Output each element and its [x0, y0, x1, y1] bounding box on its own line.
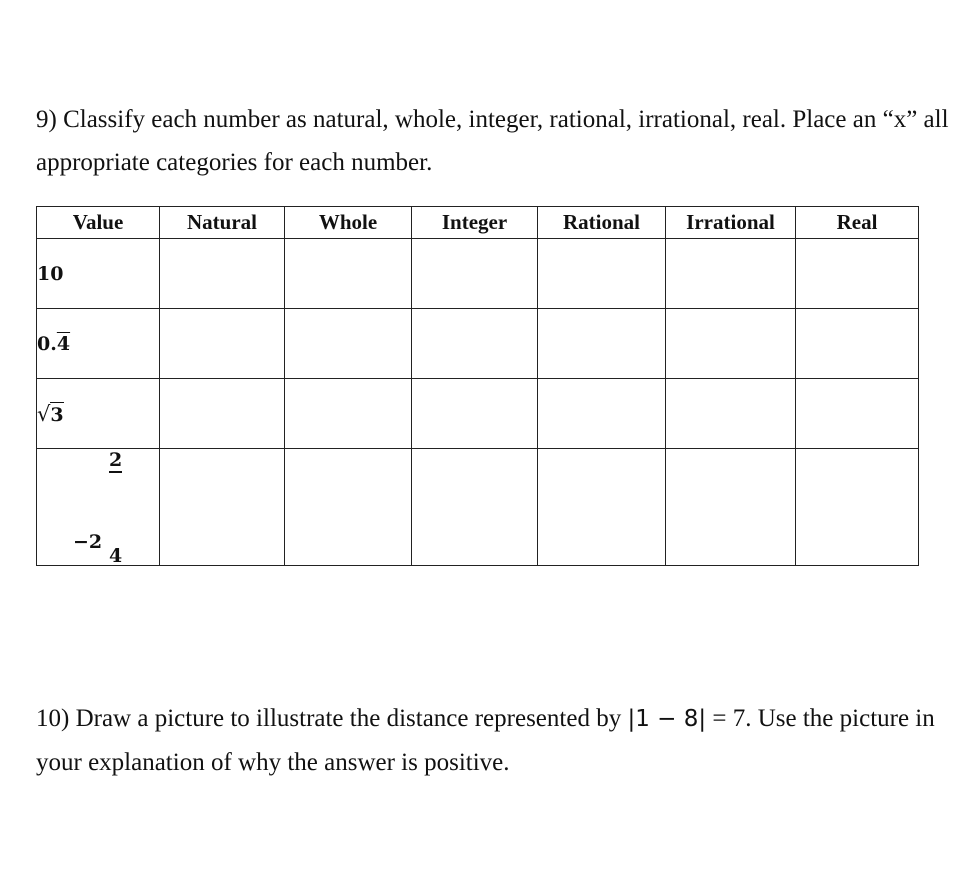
table-row [37, 309, 919, 379]
whole-cell[interactable] [285, 449, 412, 566]
value-cell-repeating-decimal [37, 309, 160, 379]
rational-cell[interactable] [538, 239, 666, 309]
integer-cell[interactable] [412, 239, 538, 309]
header-row [37, 207, 919, 239]
header-integer: Integer [412, 207, 538, 239]
header-natural: Natural [160, 207, 285, 239]
whole-cell[interactable] [285, 309, 412, 379]
integer-cell[interactable] [412, 309, 538, 379]
value-cell-10: 10 [37, 239, 160, 309]
natural-cell[interactable] [160, 239, 285, 309]
irrational-cell[interactable] [666, 309, 796, 379]
integer-cell[interactable] [412, 449, 538, 566]
header-rational: Rational [538, 207, 666, 239]
value-cell-mixed-number [37, 449, 160, 566]
number-classification-table [36, 206, 919, 566]
rational-cell[interactable] [538, 379, 666, 449]
absolute-value-expression: |1 − 8| [627, 706, 707, 732]
decimal-whole-part: 0. [37, 332, 57, 355]
natural-cell[interactable] [160, 309, 285, 379]
header-irrational: Irrational [666, 207, 796, 239]
fraction-numerator: 2 [109, 449, 123, 471]
header-whole: Whole [285, 207, 412, 239]
natural-cell[interactable] [160, 449, 285, 566]
radical-sign: √ [37, 401, 51, 426]
irrational-cell[interactable] [666, 239, 796, 309]
radicand: 3 [50, 403, 64, 426]
rational-cell[interactable] [538, 449, 666, 566]
question-10-text-after: = 7. Use the picture in your explanation of why the answer is positive. [36, 705, 935, 776]
natural-cell[interactable] [160, 379, 285, 449]
whole-cell[interactable] [285, 239, 412, 309]
table-row [37, 379, 919, 449]
integer-cell[interactable] [412, 379, 538, 449]
real-cell[interactable] [796, 309, 919, 379]
irrational-cell[interactable] [666, 449, 796, 566]
whole-cell[interactable] [285, 379, 412, 449]
question-9-prompt: 9) Classify each number as natural, whole, integer, rational, irrational, real. Place an “x” all appropriate categories for each number. [36, 106, 949, 176]
header-real: Real [796, 207, 919, 239]
real-cell[interactable] [796, 239, 919, 309]
repeating-digit: 4 [56, 332, 71, 355]
table-row [37, 449, 919, 566]
fraction-denominator: 4 [109, 545, 123, 567]
real-cell[interactable] [796, 379, 919, 449]
real-cell[interactable] [796, 449, 919, 566]
table-row [37, 239, 919, 309]
header-value: Value [37, 207, 160, 239]
question-10-prompt [36, 697, 951, 784]
question-10-text-before: 10) Draw a picture to illustrate the distance represented by [36, 705, 628, 732]
rational-cell[interactable] [538, 309, 666, 379]
mixed-whole-part: −2 [73, 531, 103, 553]
irrational-cell[interactable] [666, 379, 796, 449]
value-cell-sqrt-3 [37, 379, 160, 449]
